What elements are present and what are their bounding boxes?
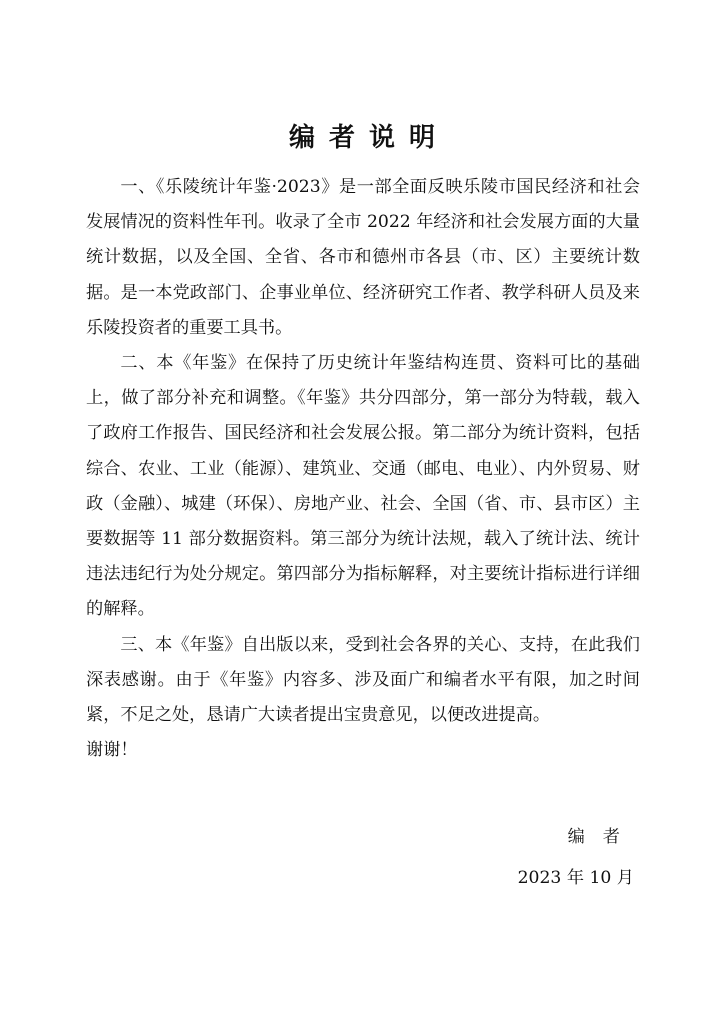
- signature-date: 2023 年 10 月: [517, 868, 634, 889]
- paragraph-2: 二、本《年鉴》在保持了历史统计年鉴结构连贯、资料可比的基础上，做了部分补充和调整。《年鉴》共分四部分，第一部分为特载，载入了政府工作报告、国民经济和社会发展公报。第二部分为统计资料，包括综合、农业、工业（能源）、建筑业、交通（邮电、电业）、内外贸易、财政（金融）、城建（环保）、房地产业、社会、全国（省、市、县市区）主要数据等 11 部分数据资料。第三部分为统计法规，载入了统计法、统计违法违纪行为处分规定。第四部分为指标解释，对主要统计指标进行详细的解释。: [86, 353, 640, 620]
- signature-block: [517, 820, 638, 896]
- signature-editor: 编者: [567, 827, 638, 847]
- document-body: [86, 170, 640, 768]
- paragraph-1: 一、《乐陵统计年鉴·2023》是一部全面反映乐陵市国民经济和社会发展情况的资料性年刊。收录了全市 2022 年经济和社会发展方面的大量统计数据，以及全国、全省、各市和德州市各县（市、区）主要统计数据。是一本党政部门、企事业单位、经济研究工作者、教学科研人员及来乐陵投资者的重要工具书。: [86, 177, 640, 338]
- closing-text: 谢谢！: [86, 740, 138, 761]
- page-title: 编者说明: [288, 123, 449, 153]
- paragraph-3: 三、本《年鉴》自出版以来，受到社会各界的关心、支持，在此我们深表感谢。由于《年鉴》内容多、涉及面广和编者水平有限，加之时间紧，不足之处，恳请广大读者提出宝贵意见，以便改进提高。: [86, 634, 640, 726]
